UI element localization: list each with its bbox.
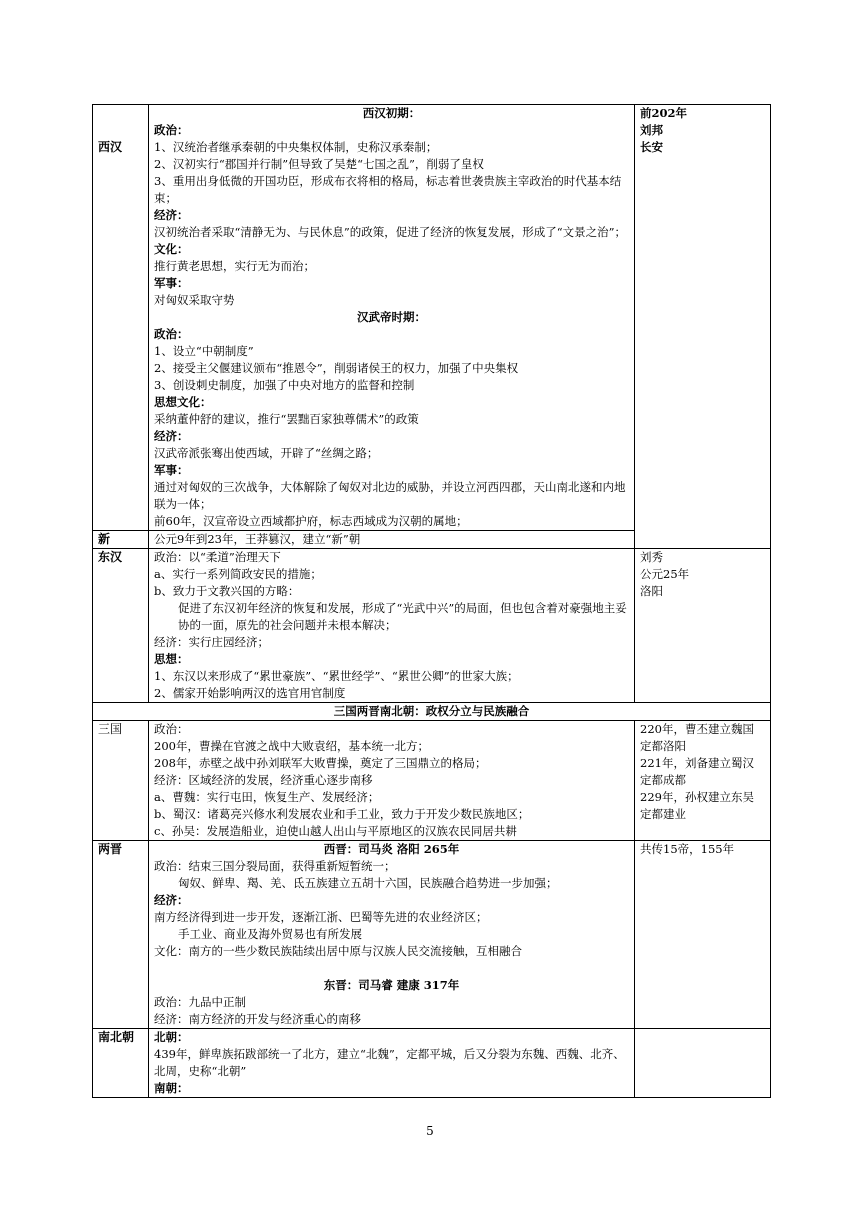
side-line: 221年，刘备建立蜀汉定都成都	[640, 756, 754, 787]
history-table	[92, 104, 771, 1098]
side-sanguo	[635, 721, 771, 841]
content-line: 西汉初期：	[362, 106, 421, 120]
table-row-sanguo	[93, 721, 771, 841]
content-line: 政治：以“柔道”治理天下	[154, 550, 281, 564]
content-nanbeichao	[149, 1029, 635, 1098]
content-line: 采纳董仲舒的建议，推行“罢黜百家独尊儒术”的政策	[154, 412, 419, 426]
content-line: 汉武帝时期：	[357, 310, 426, 324]
table-row-liangjin	[93, 841, 771, 1029]
content-line: 政治：	[154, 722, 189, 736]
content-line: 3、创设刺史制度，加强了中央对地方的监督和控制	[154, 378, 415, 392]
content-line: 匈奴、鲜卑、羯、羌、氐五族建立五胡十六国，民族融合趋势进一步加强；	[178, 876, 558, 890]
content-line: 东晋：司马睿 建康 317年	[323, 978, 460, 992]
era-donghan: 东汉	[93, 549, 149, 703]
content-line: 思想文化：	[154, 395, 212, 409]
content-line: 手工业、商业及海外贸易也有所发展	[178, 927, 362, 941]
side-line: 229年，孙权建立东吴定都建业	[640, 790, 754, 821]
content-line: 政治：结束三国分裂局面，获得重新短暂统一；	[154, 859, 396, 873]
content-line: b、蜀汉：诸葛亮兴修水利发展农业和手工业，致力于开发少数民族地区；	[154, 807, 530, 821]
side-nanbeichao	[635, 1029, 771, 1098]
content-line: 经济：区域经济的发展，经济重心逐步南移	[154, 773, 373, 787]
content-line: c、孙吴：发展造船业，迫使山越人出山与平原地区的汉族农民同居共耕	[154, 824, 517, 838]
side-line: 刘邦	[640, 123, 663, 137]
side-donghan	[635, 549, 771, 703]
era-nanbeichao: 南北朝	[93, 1029, 149, 1098]
content-line: 对匈奴采取守势	[154, 293, 235, 307]
content-sanguo	[149, 721, 635, 841]
content-donghan	[149, 549, 635, 703]
page-number: 5	[426, 1124, 434, 1138]
content-line: 促进了东汉初年经济的恢复和发展，形成了“光武中兴”的局面，但也包含着对豪强地主妥协的一面，原先的社会问题并未根本解决；	[178, 601, 627, 632]
content-line: 2、汉初实行“郡国并行制”但导致了吴楚“七国之乱”，削弱了皇权	[154, 157, 484, 171]
content-line: 北朝：	[154, 1030, 189, 1044]
content-line: 军事：	[154, 276, 189, 290]
content-line: 汉初统治者采取“清静无为、与民休息”的政策，促进了经济的恢复发展，形成了“文景之治”；	[154, 225, 627, 239]
content-line: 文化：南方的一些少数民族陆续出居中原与汉族人民交流接触，互相融合	[154, 944, 522, 958]
content-line: 政治：	[154, 123, 189, 137]
content-line: 2、接受主父偃建议颁布“推恩令”，削弱诸侯王的权力，加强了中央集权	[154, 361, 519, 375]
content-line: 1、设立“中朝制度”	[154, 344, 254, 358]
section-title: 三国两晋南北朝：政权分立与民族融合	[93, 703, 771, 721]
content-line: 1、汉统治者继承秦朝的中央集权体制，史称汉承秦制；	[154, 140, 438, 154]
content-xihan	[149, 105, 635, 531]
content-line: a、实行一系列简政安民的措施；	[154, 567, 322, 581]
content-line: 经济：	[154, 429, 189, 443]
content-line: 200年，曹操在官渡之战中大败袁绍，基本统一北方；	[154, 739, 429, 753]
content-line: 政治：九品中正制	[154, 995, 246, 1009]
content-line: 南方经济得到进一步开发，逐渐江浙、巴蜀等先进的农业经济区；	[154, 910, 488, 924]
table-row-xihan	[93, 105, 771, 531]
content-line: 经济：实行庄园经济；	[154, 635, 269, 649]
content-line: 1、东汉以来形成了“累世豪族”、“累世经学”、“累世公卿”的世家大族；	[154, 669, 519, 683]
content-line: 通过对匈奴的三次战争，大体解除了匈奴对北边的威胁，并设立河西四郡，天山南北遂和内地联为一体；	[154, 480, 626, 511]
content-line	[154, 960, 629, 977]
content-line: 2、儒家开始影响两汉的选官用官制度	[154, 686, 346, 700]
content-liangjin	[149, 841, 635, 1029]
content-line: 前60年，汉宣帝设立西域都护府，标志西域成为汉朝的属地；	[154, 514, 468, 528]
content-line: 思想：	[154, 652, 189, 666]
xin-text: 公元9年到23年，王莽篡汉，建立“新”朝	[154, 532, 361, 546]
content-line: 汉武帝派张骞出使西域，开辟了“丝绸之路；	[154, 446, 379, 460]
side-line: 刘秀	[640, 550, 663, 564]
era-liangjin: 两晋	[93, 841, 149, 1029]
content-line: 208年，赤壁之战中孙刘联军大败曹操，奠定了三国鼎立的格局；	[154, 756, 487, 770]
content-line: 439年，鲜卑族拓跋部统一了北方，建立“北魏”，定都平城，后又分裂为东魏、西魏、北齐、北周，史称“北朝”	[154, 1047, 625, 1078]
side-line: 前202年	[640, 106, 688, 120]
content-line: 经济：	[154, 208, 189, 222]
content-line: 经济：	[154, 893, 189, 907]
content-line: 文化：	[154, 242, 189, 256]
content-xin	[149, 531, 635, 549]
table-row-nanbeichao	[93, 1029, 771, 1098]
era-sanguo: 三国	[93, 721, 149, 841]
content-line: 3、重用出身低微的开国功臣，形成布衣将相的格局，标志着世袭贵族主宰政治的时代基本结束；	[154, 174, 622, 205]
table-row-donghan	[93, 549, 771, 703]
side-line: 公元25年	[640, 567, 690, 581]
content-line: 政治：	[154, 327, 189, 341]
era-xin: 新	[93, 531, 149, 549]
content-line: a、曹魏：实行屯田，恢复生产、发展经济；	[154, 790, 380, 804]
content-line: 西晋：司马炎 洛阳 265年	[323, 842, 460, 856]
content-line: 军事：	[154, 463, 189, 477]
section-title-row	[93, 703, 771, 721]
side-line: 220年，曹丕建立魏国定都洛阳	[640, 722, 754, 753]
content-line: 南朝：	[154, 1081, 189, 1095]
side-liangjin: 共传15帝，155年	[635, 841, 771, 1029]
era-xihan: 西汉	[93, 105, 149, 531]
content-line: b、致力于文教兴国的方略：	[154, 584, 300, 598]
side-line: 洛阳	[640, 584, 663, 598]
side-xihan	[635, 105, 771, 549]
side-line: 长安	[640, 140, 663, 154]
content-line: 经济：南方经济的开发与经济重心的南移	[154, 1012, 361, 1026]
content-line: 推行黄老思想，实行无为而治；	[154, 259, 315, 273]
